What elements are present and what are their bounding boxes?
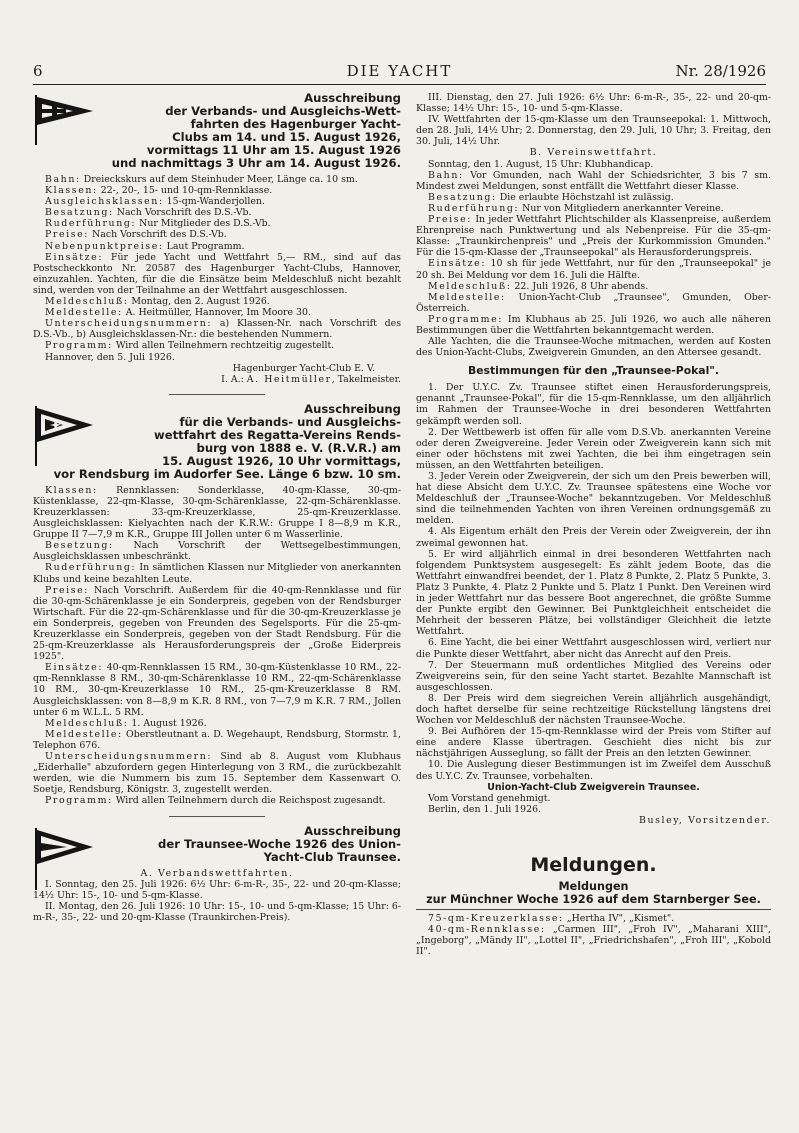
traunsee-para: Meldeschluß: 22. Juli 1926, 8 Uhr abends.	[428, 280, 649, 292]
hagenburg-para: Nebenpunktpreise: Laut Programm.	[45, 240, 245, 252]
rendsburg-para: Meldestelle: Oberstleutnant a. D. Wegehaupt, Rendsburg, Stormstr. 1, Telephon 676.	[33, 728, 401, 751]
hagenburg-para: Ausgleichsklassen: 15-qm-Wanderjollen.	[45, 196, 265, 208]
hagenburg-para: Hannover, den 5. Juli 1926.	[45, 351, 175, 363]
rendsburg-para: Klassen: Rennklassen: Sonderklasse, 40-qm-Klasse, 30-qm-Küstenklasse, 22-qm-Klasse, 30-qm-Schärenklasse, 22-qm-Schärenklasse. Kreuzerklassen: 33-qm-Kreuzerklasse, 25-qm-Kreuzerklasse. Ausgleichsklassen: Kielyachten nach der K.R.W.: Gruppe I 8—8,9 m K.R., Gruppe II 7—7,9 m K.R., Gruppe III Jollen unter 6 m Wasserlinie.	[33, 484, 401, 541]
traunsee-day: III. Dienstag, den 27. Juli 1926: 6½ Uhr: 6-m-R-, 35-, 22- und 20-qm-Klasse; 14½ Uhr: 15-, 10- und 5-qm-Klasse.	[416, 92, 771, 115]
pokal-rule: 7. Der Steuermann muß ordentliches Mitglied des Vereins oder Zweigvereins sein, für den seine Yacht startet. Bezahlte Mannschaft ist ausgeschlossen.	[416, 659, 771, 693]
meldungen-line: 40-qm-Rennklasse: „Carmen III", „Froh IV", „Maharani XIII", „Ingeborg", „Mändy II", „Lottel II", „Friedrichshafen", „Froh III", „Kobold II".	[416, 924, 771, 958]
hagenburg-title: Ausschreibung der Verbands- und Ausgleichs-Wett- fahrten des Hagenburger Yacht- Clubs am 14. und 15. August 1926, vormittags 11 Uhr am 15. August 1926 und nachmittags 3 Uhr am 14. August 1926.	[111, 92, 401, 170]
hagenburg-para: Besatzung: Nach Vorschrift des D.S.-Vb.	[45, 207, 252, 219]
rendsburg-title: Ausschreibung für die Verbands- und Ausgleichs- wettfahrt des Regatta-Vereins Rends- burg von 1888 e. V. (R.V.R.) am 15. August 1926, 10 Uhr vormittags, vor Rendsburg im Audorfer See. Länge 6 bzw. 10 sm.	[53, 401, 401, 481]
traunsee-para: Programme: Im Klubhaus ab 25. Juli 1926, wo auch alle näheren Bestimmungen über die Wettfahrten bekanntgemacht werden.	[416, 313, 771, 336]
traunsee-para: Bahn: Vor Gmunden, nach Wahl der Schiedsrichter, 3 bis 7 sm. Mindest zwei Meldungen, sonst entfällt die Wettfahrt dieser Klasse.	[416, 169, 771, 192]
rendsburg-para: Unterscheidungsnummern: Sind ab 8. August vom Klubhaus „Eiderhalle" abzufordern gegen Hinterlegung von 3 RM., die zurückbezahlt werden, wie die Nummern bis zum 15. September dem Kassenwart O. Soetje, Rendsburg, Königstr. 3, zugestellt werden.	[33, 751, 401, 796]
rendsburg-announcement	[33, 403, 401, 807]
pokal-rule: 10. Die Auslegung dieser Bestimmungen ist im Zweifel dem Ausschuß des U.Y.C. Zv. Traunsee, vorbehalten.	[416, 759, 771, 782]
traunsee-para: Meldestelle: Union-Yacht-Club „Traunsee", Gmunden, Ober-Österreich.	[416, 291, 771, 314]
rendsburg-para: Ruderführung: In sämtlichen Klassen nur Mitglieder von anerkannten Klubs und keine bezahlten Leute.	[33, 562, 401, 585]
traunsee-para: Ruderführung: Nur von Mitgliedern anerkannter Vereine.	[428, 202, 724, 214]
hagenburg-para: Meldeschluß: Montag, den 2. August 1926.	[45, 296, 270, 308]
right-column	[416, 92, 771, 957]
pokal-rules	[416, 364, 771, 826]
meldungen-line: 75-qm-Kreuzerklasse: „Hertha IV", „Kismet".	[428, 913, 675, 924]
hagenburg-para: Programm: Wird allen Teilnehmern rechtzeitig zugestellt.	[45, 340, 335, 352]
rendsburg-para: Meldeschluß: 1. August 1926.	[45, 717, 207, 729]
hagenburg-announcement	[33, 92, 401, 385]
traunsee-para: Preise: In jeder Wettfahrt Plichtschilder als Klassenpreise, außerdem Ehrenpreise nach Punktwertung und als Nebenpreise. Für die 35-qm-Klasse: „Traunkirchenpreis" und „Preis der Kurkommission Gmunden." Für die 15-qm-Klasse der „Traunseepokal" als Herausforderungspreis.	[416, 214, 771, 259]
hagenburg-signer: I. A.: A. Heitmüller, Takelmeister.	[221, 373, 401, 385]
pokal-signer: Busley, Vorsitzender.	[638, 814, 771, 826]
hagenburg-body	[33, 174, 401, 385]
hagenburg-para: Unterscheidungsnummern: a) Klassen-Nr. nach Vorschrift des D.S.-Vb., b) Ausgleichsklassen-Nr.: die bestehenden Nummern.	[33, 318, 401, 341]
traunsee-para: Alle Yachten, die die Traunsee-Woche mitmachen, werden auf Kosten des Union-Yacht-Clubs, Zweigverein Gmunden, an den Attersee gesandt.	[416, 336, 771, 359]
pokal-rule: 8. Der Preis wird dem siegreichen Verein alljährlich ausgehändigt, doch haftet derselbe für seine rechtzeitige Rückstellung längstens drei Wochen vor Meldeschluß der nächsten Traunsee-Woche.	[416, 692, 771, 727]
page-number: 6	[33, 62, 43, 80]
pokal-club: Union-Yacht-Club Zweigverein Traunsee.	[487, 781, 700, 793]
traunsee-title: Ausschreibung der Traunsee-Woche 1926 des Union- Yacht-Club Traunsee.	[158, 823, 401, 864]
traunsee-announcement	[33, 825, 401, 923]
hagenburg-club-signature: Hagenburger Yacht-Club E. V.	[232, 362, 375, 374]
pokal-rule: 3. Jeder Verein oder Zweigverein, der sich um den Preis bewerben will, hat diese Absicht dem U.Y.C. Zv. Traunsee spätestens eine Woche vor Meldeschluß der „Traunsee-Woche" bekanntzugeben. Vor Meldeschluß sind die teilnehmenden Yachten von ihren Vereinen ordnungsgemäß zu melden.	[416, 471, 771, 527]
traunsee-body-right	[416, 92, 771, 358]
traunsee-day: II. Montag, den 26. Juli 1926: 10 Uhr: 15-, 10- und 5-qm-Klasse; 15 Uhr: 6-m-R-, 35-, 22- und 20-qm-Klasse (Traunkirchen-Preis).	[33, 900, 401, 923]
rendsburg-para: Preise: Nach Vorschrift. Außerdem für die 40-qm-Rennklasse und für die 30-qm-Schärenklasse je ein Sonderpreis, gegeben von der Rendsburger Wirtschaft. Für die 22-qm-Schärenklasse und für die 30-qm-Kreuzerklasse je ein Sonderpreis, gegeben von Freunden des Segelsports. Für die 25-qm-Kreuzerklasse ein Sonderpreis, gegeben von der Stadt Rendsburg. Für die 25-qm-Kreuzerklasse als Herausforderungspreis der „Große Eiderpreis 1925".	[33, 584, 401, 663]
hagenburg-para: Meldestelle: A. Heitmüller, Hannover, Im Moore 30.	[45, 307, 311, 319]
club-pennant-icon	[33, 405, 95, 467]
traunsee-section-b: B. Vereinswettfahrt.	[529, 147, 658, 159]
hagenburg-para: Einsätze: Für jede Yacht und Wettfahrt 5,— RM., sind auf das Postscheckkonto Nr. 20587 des Hagenburger Yacht-Clubs, Hannover, einzuzahlen. Yachten, für die die Einsätze beim Meldeschluß nicht bezahlt sind, werden von der Teilnahme an der Wettfahrt ausgeschlossen.	[33, 251, 401, 296]
pokal-place-date: Berlin, den 1. Juli 1926.	[428, 803, 542, 815]
traunsee-section-a: A. Verbandswettfahrten.	[140, 867, 294, 879]
traunsee-para: Sonntag, den 1. August, 15 Uhr: Klubhandicap.	[428, 158, 654, 170]
pokal-title: Bestimmungen für den „Traunsee-Pokal".	[467, 364, 720, 378]
meldungen-subtitle: Meldungen zur Münchner Woche 1926 auf dem Starnberger See.	[426, 880, 761, 906]
hagenburg-para: Ruderführung: Nur Mitglieder des D.S.-Vb.	[45, 218, 271, 230]
hagenburg-para: Klassen: 22-, 20-, 15- und 10-qm-Rennklasse.	[45, 185, 273, 197]
traunsee-day: IV. Wettfahrten der 15-qm-Klasse um den Traunseepokal: 1. Mittwoch, den 28. Juli, 14½ Uhr; 2. Donnerstag, den 29. Juli, 10 Uhr; 3. Freitag, den 30. Juli, 14½ Uhr.	[416, 114, 771, 148]
pokal-rule: 4. Als Eigentum erhält den Preis der Verein oder Zweigverein, der ihn zweimal gewonnen hat.	[416, 526, 771, 549]
club-pennant-icon	[33, 827, 95, 891]
meldungen-rule	[416, 909, 771, 910]
traunsee-day: I. Sonntag, den 25. Juli 1926: 6½ Uhr: 6-m-R-, 35-, 22- und 20-qm-Klasse; 14½ Uhr: 15-, 10- und 5-qm-Klasse.	[33, 878, 401, 901]
issue-number: Nr. 28/1926	[675, 62, 766, 80]
traunsee-para: Einsätze: 10 sh für jede Wettfahrt, nur für den „Traunseepokal" je 20 sh. Bei Meldung vor dem 16. Juli die Hälfte.	[416, 258, 771, 281]
running-header	[33, 62, 766, 82]
club-pennant-icon	[33, 94, 95, 146]
left-column	[33, 92, 401, 923]
traunsee-para: Besatzung: Die erlaubte Höchstzahl ist zulässig.	[428, 191, 674, 203]
header-rule	[33, 84, 766, 85]
journal-title: DIE YACHT	[346, 62, 453, 80]
pokal-rule: 5. Er wird alljährlich einmal in drei besonderen Wettfahrten nach folgendem Punktsystem ausgesegelt: Es zählt jedem Boote, das die Wettfahrt einwandfrei beendet, der 1. Platz 8 Punkte, 2. Platz 5 Punkte, 3. Platz 3 Punkte, 4. Platz 2 Punkte und 5. Platz 1 Punkt. Den Vereinen wird in jeder Wettfahrt nur das bessere Boot angerechnet, die größte Summe der Punkte ergibt den Gewinner. Bei Punktgleichheit entscheidet die Mehrheit der besseren Plätze, bei vollständiger Gleichheit die letzte Wettfahrt.	[416, 548, 771, 638]
meldungen-section	[416, 854, 771, 957]
rendsburg-para: Programm: Wird allen Teilnehmern durch die Reichspost zugesandt.	[45, 795, 386, 807]
hagenburg-para: Bahn: Dreieckskurs auf dem Steinhuder Meer, Länge ca. 10 sm.	[45, 174, 358, 185]
pokal-rule: 1. Der U.Y.C. Zv. Traunsee stiftet einen Herausforderungspreis, genannt „Traunsee-Pokal", für die 15-qm-Rennklasse, um den alljährlich im Rahmen der Traunsee-Woche in drei besonderen Wettfahrten gekämpft werden soll.	[416, 382, 771, 427]
hagenburg-para: Preise: Nach Vorschrift des D.S.-Vb.	[45, 229, 227, 241]
section-divider	[169, 816, 265, 817]
pokal-rule: 2. Der Wettbewerb ist offen für alle vom D.S.Vb. anerkannten Vereine oder deren Zweigvereine. Jeder Verein oder Zweigverein kann sich mit einer oder höchstens mit zwei Yachten, die bei ihm eingetragen sein müssen, an den Wettfahrten beteiligen.	[416, 426, 771, 471]
pokal-rule: 9. Bei Aufhören der 15-qm-Rennklasse wird der Preis vom Stifter auf eine andere Klasse übertragen. Geschieht dies nicht bis zur nächstjährigen Ausseglung, so fällt der Preis an den letzten Gewinner.	[416, 726, 771, 760]
meldungen-title: Meldungen.	[530, 854, 657, 876]
section-divider	[169, 394, 265, 395]
pokal-approved: Vom Vorstand genehmigt.	[428, 792, 551, 804]
pokal-rule: 6. Eine Yacht, die bei einer Wettfahrt ausgeschlossen wird, verliert nur die Punkte dieser Wettfahrt, aber nicht das Anrecht auf den Preis.	[416, 637, 771, 660]
rendsburg-para: Besetzung: Nach Vorschrift der Wettsegelbestimmungen, Ausgleichsklassen unbeschränkt.	[33, 540, 401, 563]
rendsburg-para: Einsätze: 40-qm-Rennklassen 15 RM., 30-qm-Küstenklasse 10 RM., 22-qm-Rennklasse 8 RM., 30-qm-Schärenklasse 10 RM., 22-qm-Schärenklasse 10 RM., 30-qm-Kreuzerklasse 10 RM., 25-qm-Kreuzerklasse 8 RM. Ausgleichsklassen: von 8—8,9 m K.R. 8 RM., von 7—7,9 m K.R. 7 RM., Jollen unter 6 m W.L.L. 5 RM.	[33, 662, 401, 718]
rendsburg-body	[33, 485, 401, 807]
